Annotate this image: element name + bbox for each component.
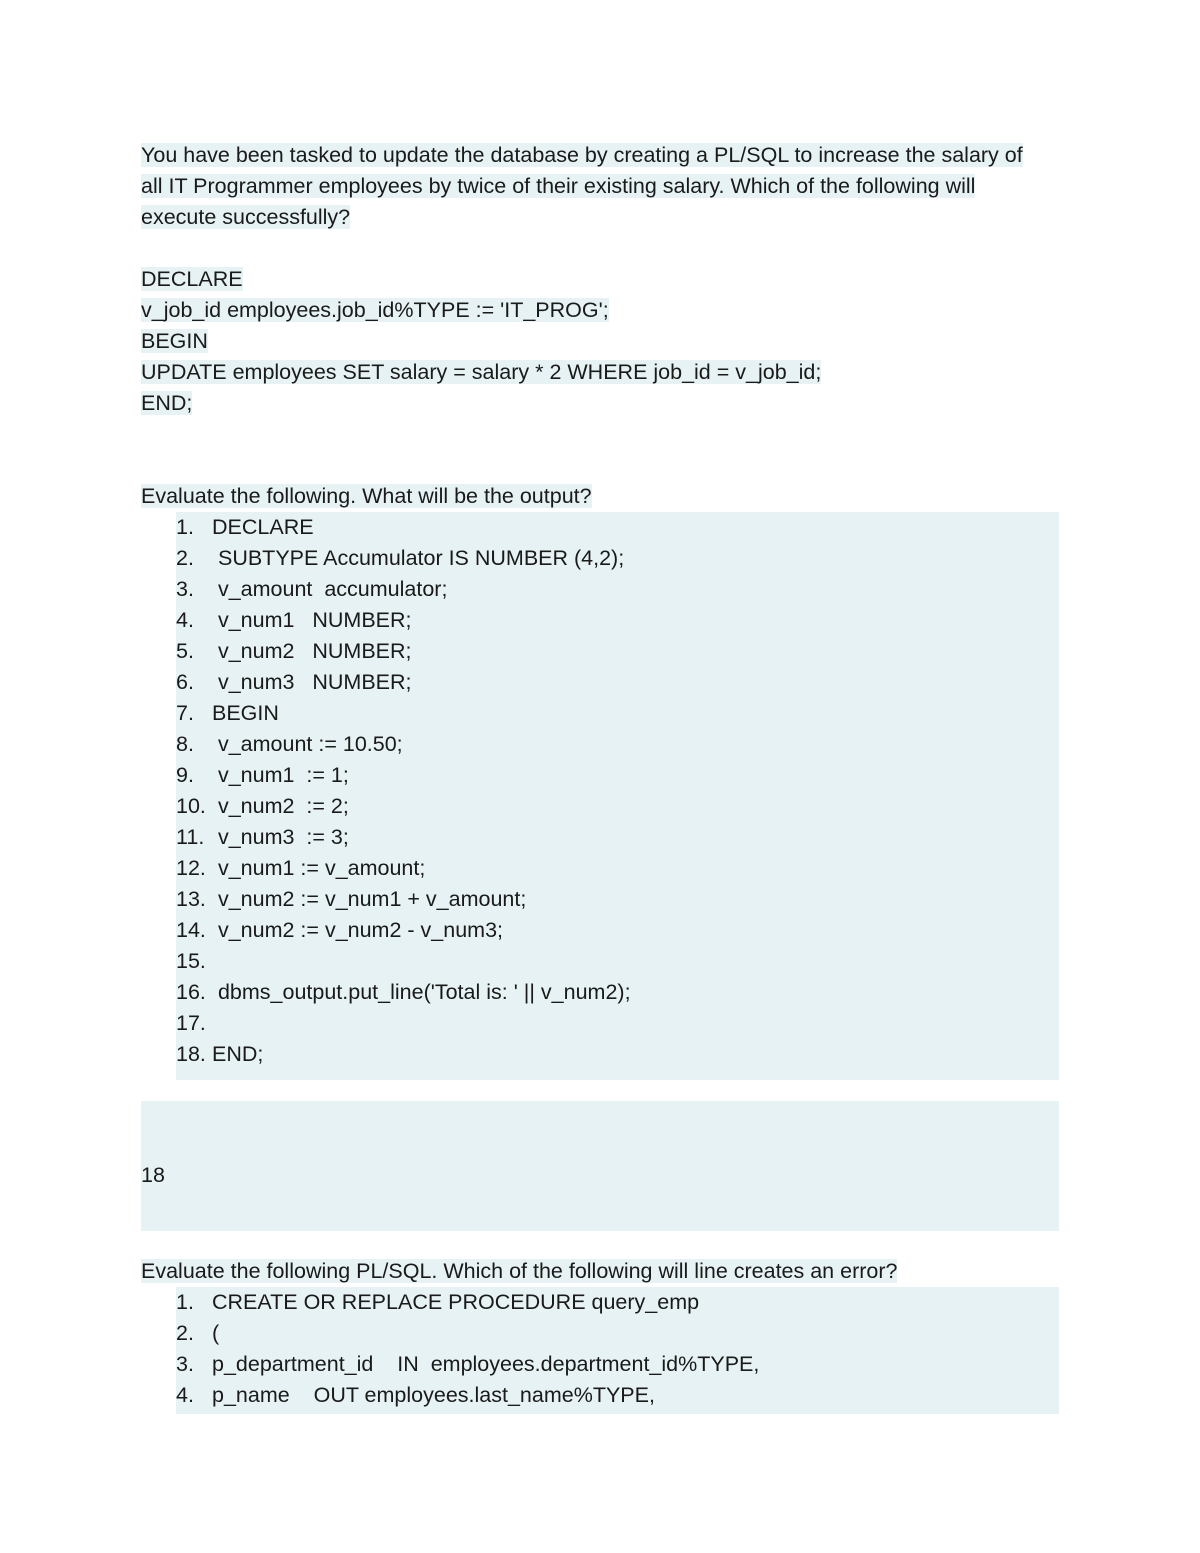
code-row: 1. DECLARE [176, 515, 314, 539]
answer-box [141, 1101, 1059, 1231]
question-1 [141, 140, 1059, 419]
prompt-line: all IT Programmer employees by twice of their existing salary. Which of the following will [141, 174, 976, 198]
code-row: 13. v_num2 := v_num1 + v_amount; [176, 887, 527, 911]
code-row: 4. v_num1 NUMBER; [176, 608, 412, 632]
code-row: 6. v_num3 NUMBER; [176, 670, 412, 694]
code-row: 11. v_num3 := 3; [176, 825, 349, 849]
code-row: 4. p_name OUT employees.last_name%TYPE, [176, 1383, 655, 1407]
question-2-code-block [176, 512, 1059, 1080]
code-row: 15. [176, 949, 206, 973]
question-2 [141, 481, 1059, 1231]
code-row: 16. dbms_output.put_line('Total is: ' || v_num2); [176, 980, 631, 1004]
code-row: 7. BEGIN [176, 701, 279, 725]
document-page [141, 140, 1059, 1414]
code-row: 14. v_num2 := v_num2 - v_num3; [176, 918, 503, 942]
question-3-code-block [176, 1287, 1059, 1414]
code-row: 1. CREATE OR REPLACE PROCEDURE query_emp [176, 1290, 700, 1314]
code-row: 12. v_num1 := v_amount; [176, 856, 426, 880]
prompt-line: You have been tasked to update the database by creating a PL/SQL to increase the salary of [141, 143, 1023, 167]
code-row: 2. ( [176, 1321, 220, 1345]
question-1-prompt [141, 140, 1059, 233]
question-3 [141, 1256, 1059, 1414]
code-line: DECLARE [141, 267, 243, 291]
code-row: 18. END; [176, 1042, 264, 1066]
code-line: BEGIN [141, 329, 208, 353]
question-1-code [141, 264, 1059, 419]
code-row: 10. v_num2 := 2; [176, 794, 349, 818]
code-row: 2. SUBTYPE Accumulator IS NUMBER (4,2); [176, 546, 625, 570]
answer-value: 18 [141, 1163, 165, 1187]
code-row: 17. [176, 1011, 206, 1035]
question-3-prompt: Evaluate the following PL/SQL. Which of the following will line creates an error? [141, 1259, 898, 1283]
code-line: UPDATE employees SET salary = salary * 2 WHERE job_id = v_job_id; [141, 360, 822, 384]
code-row: 5. v_num2 NUMBER; [176, 639, 412, 663]
code-row: 3. p_department_id IN employees.department_id%TYPE, [176, 1352, 760, 1376]
code-line: END; [141, 391, 193, 415]
code-row: 8. v_amount := 10.50; [176, 732, 403, 756]
question-2-prompt: Evaluate the following. What will be the output? [141, 484, 592, 508]
code-line: v_job_id employees.job_id%TYPE := 'IT_PROG'; [141, 298, 609, 322]
code-row: 9. v_num1 := 1; [176, 763, 349, 787]
prompt-line: execute successfully? [141, 205, 351, 229]
code-row: 3. v_amount accumulator; [176, 577, 448, 601]
